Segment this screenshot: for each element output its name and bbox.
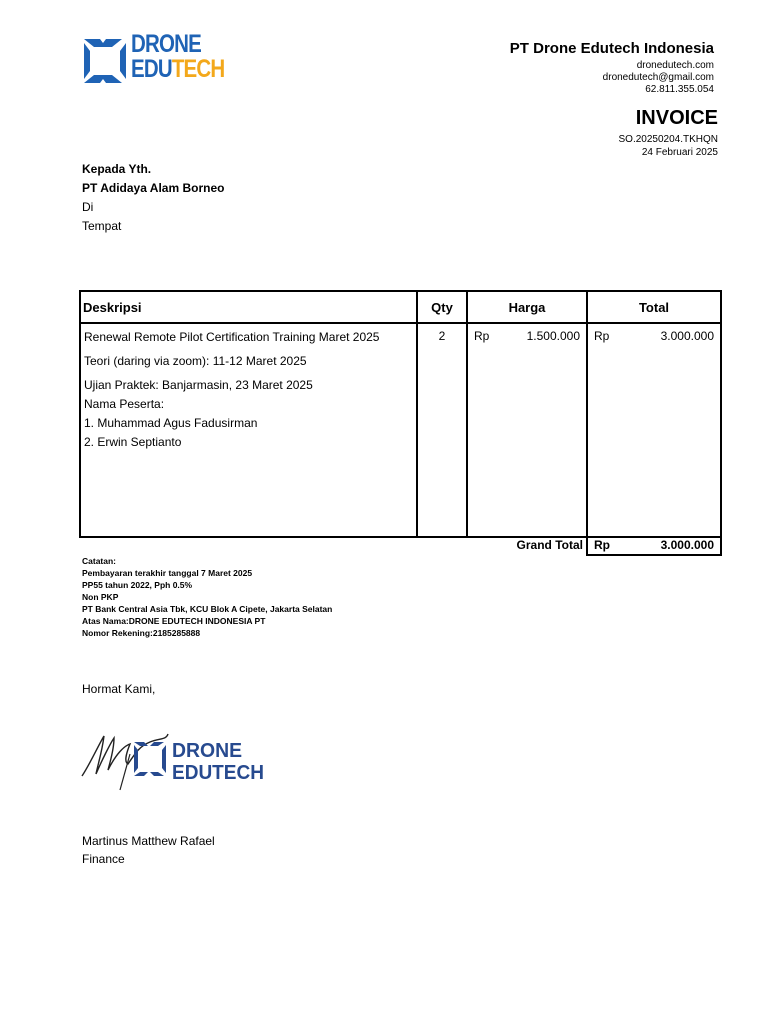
item-participants-label: Nama Peserta:	[84, 397, 165, 411]
item-price-cell	[467, 323, 587, 537]
item-description	[80, 323, 417, 537]
recipient-name: PT Adidaya Alam Borneo	[82, 181, 225, 195]
item-participant-1: 1. Muhammad Agus Fadusirman	[84, 416, 258, 430]
notes-line-5: Atas Nama:DRONE EDUTECH INDONESIA PT	[82, 616, 266, 626]
item-qty: 2	[417, 323, 467, 537]
grand-total-label: Grand Total	[417, 537, 587, 555]
logo-line-1: DRONE	[131, 30, 201, 58]
signer-block	[82, 832, 215, 868]
logo-line-2	[131, 57, 224, 82]
company-name: PT Drone Edutech Indonesia	[509, 40, 714, 57]
company-email: dronedutech@gmail.com	[602, 72, 714, 83]
grand-blank	[80, 537, 417, 555]
table-row	[80, 323, 721, 537]
signer-role: Finance	[82, 852, 125, 866]
recipient-greeting: Kepada Yth.	[82, 162, 152, 176]
notes-title: Catatan:	[82, 556, 117, 566]
logo-line-2a: EDU	[131, 55, 172, 83]
recipient-line-1: Di	[82, 200, 94, 214]
notes-line-6: Nomor Rekening:2185285888	[82, 628, 201, 638]
notes-line-2: PP55 tahun 2022, Pph 0.5%	[82, 580, 193, 590]
item-total-currency: Rp	[594, 329, 610, 343]
item-price-currency: Rp	[474, 329, 490, 343]
invoice-meta	[619, 133, 719, 159]
company-info	[510, 40, 714, 96]
invoice-title: INVOICE	[635, 107, 718, 129]
company-phone: 62.811.355.054	[645, 84, 714, 95]
grand-total-currency: Rp	[594, 538, 610, 552]
notes-block	[82, 555, 332, 639]
closing-text: Hormat Kami,	[82, 682, 156, 696]
item-total: 3.000.000	[660, 329, 714, 343]
header-deskripsi: Deskripsi	[80, 291, 417, 323]
signer-name: Martinus Matthew Rafael	[82, 834, 215, 848]
recipient-block	[82, 160, 224, 236]
item-participant-2: 2. Erwin Septianto	[84, 435, 182, 449]
notes-line-4: PT Bank Central Asia Tbk, KCU Blok A Cipete, Jakarta Selatan	[82, 604, 333, 614]
items-table	[79, 290, 722, 556]
header-harga: Harga	[467, 291, 587, 323]
signature-icon	[80, 724, 270, 794]
grand-total-row	[80, 537, 721, 555]
invoice-number: SO.20250204.TKHQN	[618, 134, 718, 145]
item-theory: Teori (daring via zoom): 11-12 Maret 2025	[84, 354, 307, 368]
header-total: Total	[587, 291, 721, 323]
item-exam: Ujian Praktek: Banjarmasin, 23 Maret 2025	[84, 378, 313, 392]
table-header-row	[80, 291, 721, 323]
grand-total-value: 3.000.000	[660, 538, 714, 552]
recipient-line-2: Tempat	[82, 219, 122, 233]
item-total-cell	[587, 323, 721, 537]
signature-logo-line-1: DRONE	[172, 740, 242, 762]
grand-total-cell	[587, 537, 721, 555]
company-website: dronedutech.com	[636, 60, 714, 71]
invoice-date: 24 Februari 2025	[641, 147, 718, 158]
signature-logo-line-2: EDUTECH	[172, 762, 264, 784]
logo-wordmark	[131, 32, 224, 82]
item-title: Renewal Remote Pilot Certification Training Maret 2025	[84, 330, 380, 344]
notes-line-3: Non PKP	[82, 592, 119, 602]
item-price: 1.500.000	[526, 329, 580, 343]
notes-line-1: Pembayaran terakhir tanggal 7 Maret 2025	[82, 568, 253, 578]
logo-line-2b: TECH	[171, 55, 225, 83]
header-qty: Qty	[417, 291, 467, 323]
